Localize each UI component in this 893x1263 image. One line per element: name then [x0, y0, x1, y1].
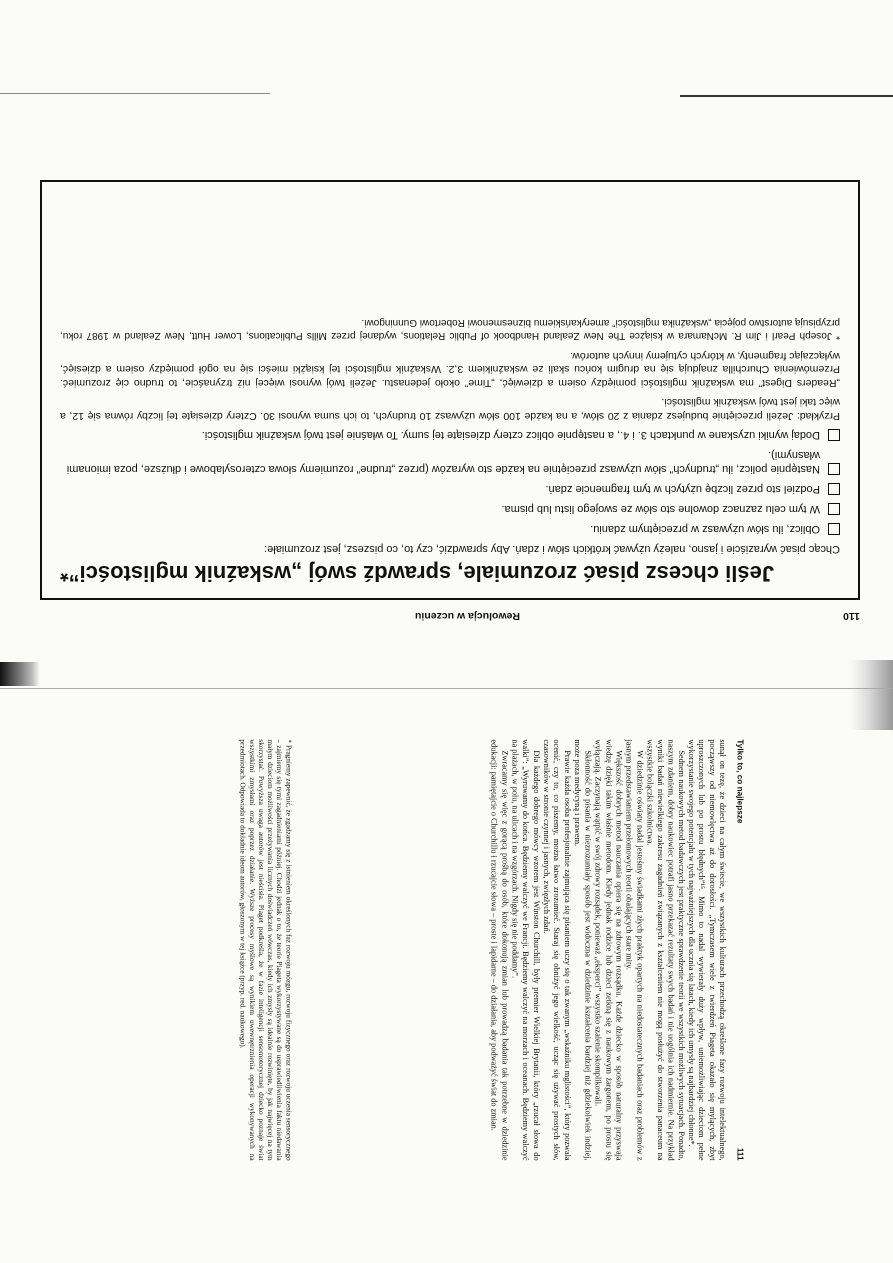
- gunning-fog-box: [40, 180, 860, 600]
- checkbox-icon: [828, 463, 840, 475]
- body-paragraph: Zwracamy się więc z gorącą prośbą do osób, które dokonują zmian lub prowadzą badania tak potrzebne w dziedzinie edukacji: pamiętajcie o Churchillu i rzucajcie słowa – proste i lapidarne – do działania, aby podważyć świat do zmian.: [489, 739, 509, 1161]
- example-paragraph: Przykład: Jeżeli przeciętnie budujesz zdania z 20 słów, a na każde 100 słów używasz 10 trudnych, to ich suma wynosi 30. Cztery dziesiąte tej liczby równa się 12, a więc taki jest twój wskaźnik mglistości.: [60, 396, 840, 422]
- left-page-number: 110: [843, 610, 860, 622]
- body-paragraph: Dla każdego dobrego mówcy wzorem jest Winston Churchill, były premier Wielkiej Brytanii, który „rzucał słowa do walki”: „Wyruwamy do końca. Będziemy walczyć we Francji. Będziemy walczyć na morzach i oceanach. Będziemy walczyć na plażach, w polu, na ulicach i na wzgórzach. Nigdy się nie poddamy”.: [510, 739, 540, 1161]
- step-text: W tym celu zaznacz dowolne sto słów ze swojego listu lub pisma.: [501, 503, 820, 515]
- page-divider-line: [0, 688, 893, 689]
- left-footnote: * Joseph Pearl i Jim R. McNamara w książce The New Zealand Handbook of Public Relations, wydanej przez Mills Publications, Lower Hutt, New Zealand w 1987 roku, przypisują autorstwo pojęcia „wskaźnika mglistości” amerykańskiemu biznesmenowi Robertowi Gunningowi.: [60, 317, 840, 342]
- step-item: [60, 482, 840, 496]
- step-text: Następnie policz, ilu „trudnych” słów używasz przeciętnie na każde sto wyrazów (przez „trudne” rozumiemy słowa czterosylabowe i dłuższe, poza imionami własnymi).: [66, 449, 820, 475]
- binding-mark-left: [0, 662, 40, 686]
- step-text: Podziel sto przez liczbę użytych w tym fragmencie zdań.: [545, 483, 820, 495]
- right-header: [732, 739, 744, 1160]
- right-body: [489, 739, 728, 1160]
- step-item: [60, 448, 840, 476]
- body-paragraph: Prawie każda osoba profesjonalnie zajmująca się pisaniem uczy się o tak zwanym „wskaźniku mglistości”, który pozwala ocenić, czy to, co piszemy, można łatwo zrozumieć. Staraj się obniżyć jego wielkość, ucząc się używać prostych słów, czasowników w stronie czynnej i jasnych, zwięzłych zdań.: [541, 739, 571, 1161]
- body-paragraph: Większość dobrych metod nauczania opiera się na zdrowym rozsądku. Każde dziecko w sposób naturalny przyswaja wiedzę dzięki takim właśnie metodom. Kiedy jednak rodzice lub dzieci zetkną się z naukowym żargonem, po prostu się wyłączają. Zaczynają wątpić w swój zdrowy rozsądek, ponieważ „eksperci” wszystko szalenie skomplikowali.: [593, 739, 623, 1161]
- left-running-head: Rewolucja w uczeniu: [414, 610, 520, 622]
- readers-digest-paragraph: „Readers Digest” ma wskaźnik mglistości pomiędzy osiem a dziewięć, „Time” około jedenastu. Jeżeli twój wynosi więcej niż trzynaście, to trudno cię zrozumieć. Przemówienia Churchilla znajdują się na drugim końcu skali ze wskaźnikiem 3,2. Wskaźnik mglistości tej książki mieści się na ogół pomiędzy osiem a dziesięć, wyłączając fragmenty, w których cytujemy innych autorów.: [60, 350, 840, 389]
- step-item: [60, 502, 840, 516]
- right-page-block: [152, 739, 745, 1160]
- step-item: [60, 522, 840, 536]
- checkbox-icon: [828, 503, 840, 515]
- step-item: [60, 428, 840, 442]
- left-header: [40, 606, 860, 622]
- body-paragraph: Sednem naukowych metod badawczych jest praktyczne sprawdzenie teorii we wszystkich możliwych sytuacjach. Ponadto, naszym zdaniem, dobry naukowiec potrafi jasno przekazać rezultaty swych badań i nie uogólnia ich nadmiernie. Na przykład wyniki badań niewielkiego zakresu zagadnień związanych z kształceniem nie mogą posłużyć do stworzenia panaceum na wszystkie bolączki szkolnictwa.: [645, 739, 685, 1161]
- box-intro: Chcąc pisać wyraziście i jasno, należy używać krótkich słów i zdań. Aby sprawdzić, czy to, co piszesz, jest zrozumiałe:: [264, 543, 840, 555]
- binding-mark-right: [850, 660, 893, 730]
- right-page-number: 111: [735, 1147, 745, 1161]
- left-page-block: [40, 100, 860, 620]
- checkbox-icon: [828, 523, 840, 535]
- right-footnote: * Pragniemy zapewnić, że zgadzamy się z istnieniem określonych faz rozwoju mózgu, rozwoju fizycznego oraz rozwoju uczenia sensorycznego – zajmiemy się tymi zagadnieniami później. Chodzi jednak o to, że teorie Piageta wykorzystywane są do usprawiedliwienia faktu niedawania małym dzieciom możliwości przeżywania licznych doświadczeń wówczas, kiedy ich zmysły są idealnie rozwinięte, by jak najwięcej na tym skorzystać. Powyższa uwaga autorów jest nieścisła. Piaget podkreśla, że w fazie inteligencji sensomotorycznej dziecko poznaje świat wszystkimi zmysłami oraz poprzez działanie. Wyższe procesy myślowe są wynikiem uwewnętrznienia operacji wykonywanych na przedmiotach. Odpowiada to dokładnie ideom autorów, głoszonym w tej książce (przyp. red. naukowego).: [238, 739, 292, 1161]
- step-text: Oblicz, ilu słów używasz w przeciętnym zdaniu.: [590, 523, 820, 535]
- checkbox-icon: [828, 483, 840, 495]
- body-paragraph: W dziedzinie oświaty nadal jesteśmy świadkami złych praktyk opartych na niedostatecznych badaniach oraz problemów z jasnym przedstawianiem przełomowych teorii obalających stare mity.: [624, 739, 644, 1161]
- box-title: Jeśli chcesz pisać zrozumiale, sprawdź swój „wskaźnik mglistości”*: [60, 561, 775, 586]
- step-text: Dodaj wyniki uzyskane w punktach 3. i 4., a następnie oblicz cztery dziesiąte tej sumy. To właśnie jest twój wskaźnik mglistości.: [201, 429, 820, 441]
- body-paragraph: Skłonność do pisania w niezrozumiały sposób jest widoczna w dziedzinie kształcenia bardziej niż gdziekolwiek indziej, może poza medycyną i prawem.: [572, 739, 592, 1161]
- right-running-head: Tylko to, co najlepsze: [735, 739, 745, 824]
- body-paragraph: sunął on tezę, że dzieci na całym świecie, we wszystkich kulturach przechodzą określone fazy rozwoju intelektualnego, począwszy od niemowlęctwa aż do dorosłości. „Tymczasem wiele z twierdzeń Piageta okazało się mylących, zbyt uproszczonych lub po prostu błędnych”¹⁵. Mimo to nadal wywierały duży wpływ, uniemożliwiając dzieciom pełne wykorzystanie swojego potencjału w tych najważniejszych dla ucznia się latach, kiedy ich umysły są najbardziej chłonne*.: [686, 739, 727, 1161]
- checkbox-icon: [828, 429, 840, 441]
